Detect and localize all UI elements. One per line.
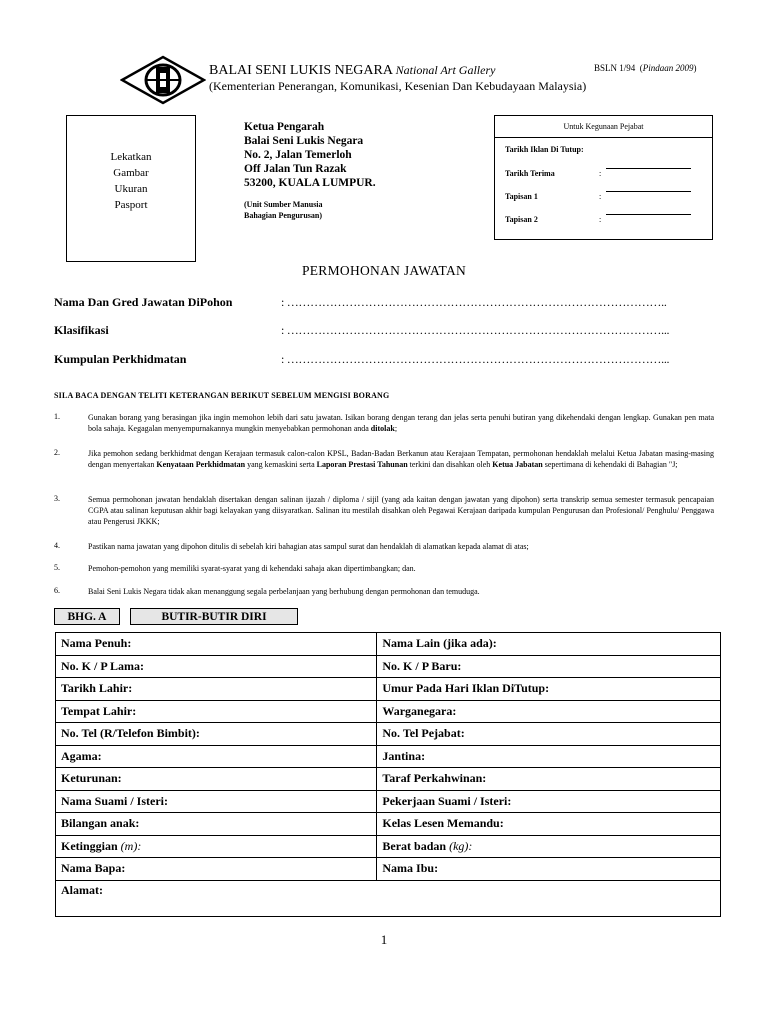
form-field-cell[interactable] [56,790,377,813]
form-field-cell[interactable] [56,655,377,678]
office-row-label: Tarikh Iklan Di Tutup: [505,145,584,154]
form-field-cell[interactable] [377,813,721,836]
table-row [56,880,721,916]
classification-field-label: Klasifikasi [54,323,109,337]
form-field-cell[interactable] [377,858,721,881]
form-field-label: Tempat Lahir: [61,703,137,718]
service-group-field-input[interactable]: : ……………………………………………………………………………………... [281,352,670,366]
passport-photo-box [66,115,196,262]
instruction-number: 5. [54,563,60,572]
instruction-number: 1. [54,412,60,421]
instruction-text: Pastikan nama jawatan yang dipohon ditulis di sebelah kiri bahagian atas sampul surat dan hendaklah di alamatkan kepada alamat di atas; [88,542,529,551]
form-field-label: Pekerjaan Suami / Isteri: [382,793,512,808]
classification-field-input[interactable]: : ……………………………………………………………………………………... [281,323,670,337]
form-field-label: Kelas Lesen Memandu: [382,816,504,831]
office-row-label: Tapisan 2 [505,215,538,224]
form-field-cell[interactable] [377,655,721,678]
table-row [56,790,721,813]
form-field-cell[interactable] [377,678,721,701]
service-group-field-label: Kumpulan Perkhidmatan [54,352,187,366]
instruction-number: 4. [54,541,60,550]
form-field-label: Keturunan: [61,771,122,786]
form-field-cell[interactable] [377,768,721,791]
form-field-label: Nama Ibu: [382,861,439,876]
gallery-logo [120,55,206,105]
form-field-label: Jantina: [382,748,426,763]
section-tag: BHG. A [54,608,120,625]
ministry-name: (Kementerian Penerangan, Komunikasi, Kesenian Dan Kebudayaan Malaysia) [209,79,587,93]
table-row [56,678,721,701]
instruction-text: Pemohon-pemohon yang memiliki syarat-syarat yang di kehendaki sahaja akan dipertimbangkan; dan. [88,564,416,573]
form-field-cell[interactable] [377,633,721,656]
form-field-label: Ketinggian [61,838,121,853]
form-field-label: No. K / P Lama: [61,658,144,673]
form-field-label: Taraf Perkahwinan: [382,771,487,786]
instructions-heading: SILA BACA DENGAN TELITI KETERANGAN BERIKUT SEBELUM MENGISI BORANG [54,391,390,400]
office-row-line[interactable] [606,191,691,192]
form-field-label: Warganegara: [382,703,457,718]
form-field-label: Agama: [61,748,102,763]
form-revision: Pindaan 2009 [642,63,694,73]
form-field-cell[interactable] [56,700,377,723]
form-field-unit: (m): [120,838,142,853]
form-field-label: Tarikh Lahir: [61,681,133,696]
office-row-colon: : [599,215,602,224]
org-name-ms: BALAI SENI LUKIS NEGARA [209,63,393,78]
personal-details-table [55,632,721,917]
table-row [56,745,721,768]
form-field-cell[interactable] [56,858,377,881]
office-use-box [494,115,713,240]
table-row [56,768,721,791]
form-field-cell[interactable] [377,723,721,746]
table-row [56,858,721,881]
office-row-label: Tapisan 1 [505,192,538,201]
form-field-unit: (kg): [449,838,473,853]
form-field-label: Nama Penuh: [61,636,132,651]
form-field-label: No. Tel Pejabat: [382,726,465,741]
form-field-cell[interactable] [56,835,377,858]
office-row-line[interactable] [606,214,691,215]
address-unit-note: (Unit Sumber Manusia Bahagian Pengurusan) [244,200,323,220]
instruction-text: Gunakan borang yang berasingan jika ingin memohon lebih dari satu jawatan. Isikan borang dengan terang dan jelas serta penuhi butiran yang dikehendaki dengan lengkap. Gunakan pen mata bola sahaja. Kegagalan menyempurnakannya mungkin menyebabkan permohonan anda ditolak; [88,413,714,433]
form-field-cell[interactable] [377,835,721,858]
form-code: BSLN 1/94 [594,63,636,73]
form-field-label: Umur Pada Hari Iklan DiTutup: [382,681,550,696]
form-field-cell[interactable] [56,813,377,836]
form-field-cell[interactable] [56,723,377,746]
instruction-number: 6. [54,586,60,595]
org-name [209,63,495,79]
instruction-number: 2. [54,448,60,457]
position-field-label: Nama Dan Gred Jawatan DiPohon [54,295,233,309]
form-field-label: Bilangan anak: [61,816,140,831]
office-row-colon: : [599,192,602,201]
table-row [56,700,721,723]
office-row-line[interactable] [606,168,691,169]
position-field-input[interactable]: : …………………………………………………………………………………….. [281,295,667,309]
address-field-cell[interactable] [56,880,721,916]
form-reference: BSLN 1/94 (Pindaan 2009) [594,63,697,73]
office-use-title: Untuk Kegunaan Pejabat [563,122,644,131]
mailing-address: Ketua Pengarah Balai Seni Lukis Negara No. 2, Jalan Temerloh Off Jalan Tun Razak 53200, KUALA LUMPUR. [244,121,376,189]
table-row [56,633,721,656]
form-field-label: Nama Lain (jika ada): [382,636,497,651]
office-use-divider [495,137,712,138]
office-row-colon: : [599,169,602,178]
form-field-label: Nama Bapa: [61,861,126,876]
table-row [56,835,721,858]
form-field-label: No. Tel (R/Telefon Bimbit): [61,726,200,741]
form-field-cell[interactable] [56,633,377,656]
table-row [56,813,721,836]
table-row [56,655,721,678]
form-field-cell[interactable] [377,700,721,723]
instruction-text: Semua permohonan jawatan hendaklah disertakan dengan salinan ijazah / diploma / sijil (yang ada kaitan dengan jawatan yang dipohon) serta transkrip semua semester termasuk pencapaian CGPA atau salinan keputusan akhir bagi kelayakan yang diisyaratkan. Salinan itu mestilah disahkan oleh Pegawai Kerajaan daripada kumpulan Pengurusan dan Profesional/ Penghulu/ Penggawa atau Pengerusi JKKK; [88,495,714,526]
page-number: 1 [380,932,388,947]
form-field-cell[interactable] [56,678,377,701]
instruction-text: Balai Seni Lukis Negara tidak akan menanggung segala perbelanjaan yang berhubung dengan permohonan dan temuduga. [88,587,480,596]
form-field-label: Nama Suami / Isteri: [61,793,168,808]
form-title: PERMOHONAN JAWATAN [301,263,467,278]
address-field-label: Alamat: [61,882,103,897]
section-title: BUTIR-BUTIR DIRI [130,608,298,625]
office-row-label: Tarikh Terima [505,169,555,178]
instruction-number: 3. [54,494,60,503]
table-row [56,723,721,746]
form-field-cell[interactable] [377,745,721,768]
form-field-cell[interactable] [56,768,377,791]
form-field-cell[interactable] [377,790,721,813]
instruction-text: Jika pemohon sedang berkhidmat dengan Kerajaan termasuk calon-calon KPSL, Badan-Badan Berkanun atau Kerajaan Tempatan, permohonan hendaklah melalui Ketua Jabatan masing-masing dengan menyertakan Kenyataan Perkhidmatan yang kemaskini serta Laporan Prestasi Tahunan terkini dan disahkan oleh Ketua Jabatan sepertimana di kehendaki di Bahagian "J; [88,449,714,469]
form-field-cell[interactable] [56,745,377,768]
form-field-label: No. K / P Baru: [382,658,462,673]
photo-box-label: Lekatkan Gambar Ukuran Pasport [110,151,152,211]
form-field-label: Berat badan [382,838,450,853]
org-name-en: National Art Gallery [395,63,496,77]
